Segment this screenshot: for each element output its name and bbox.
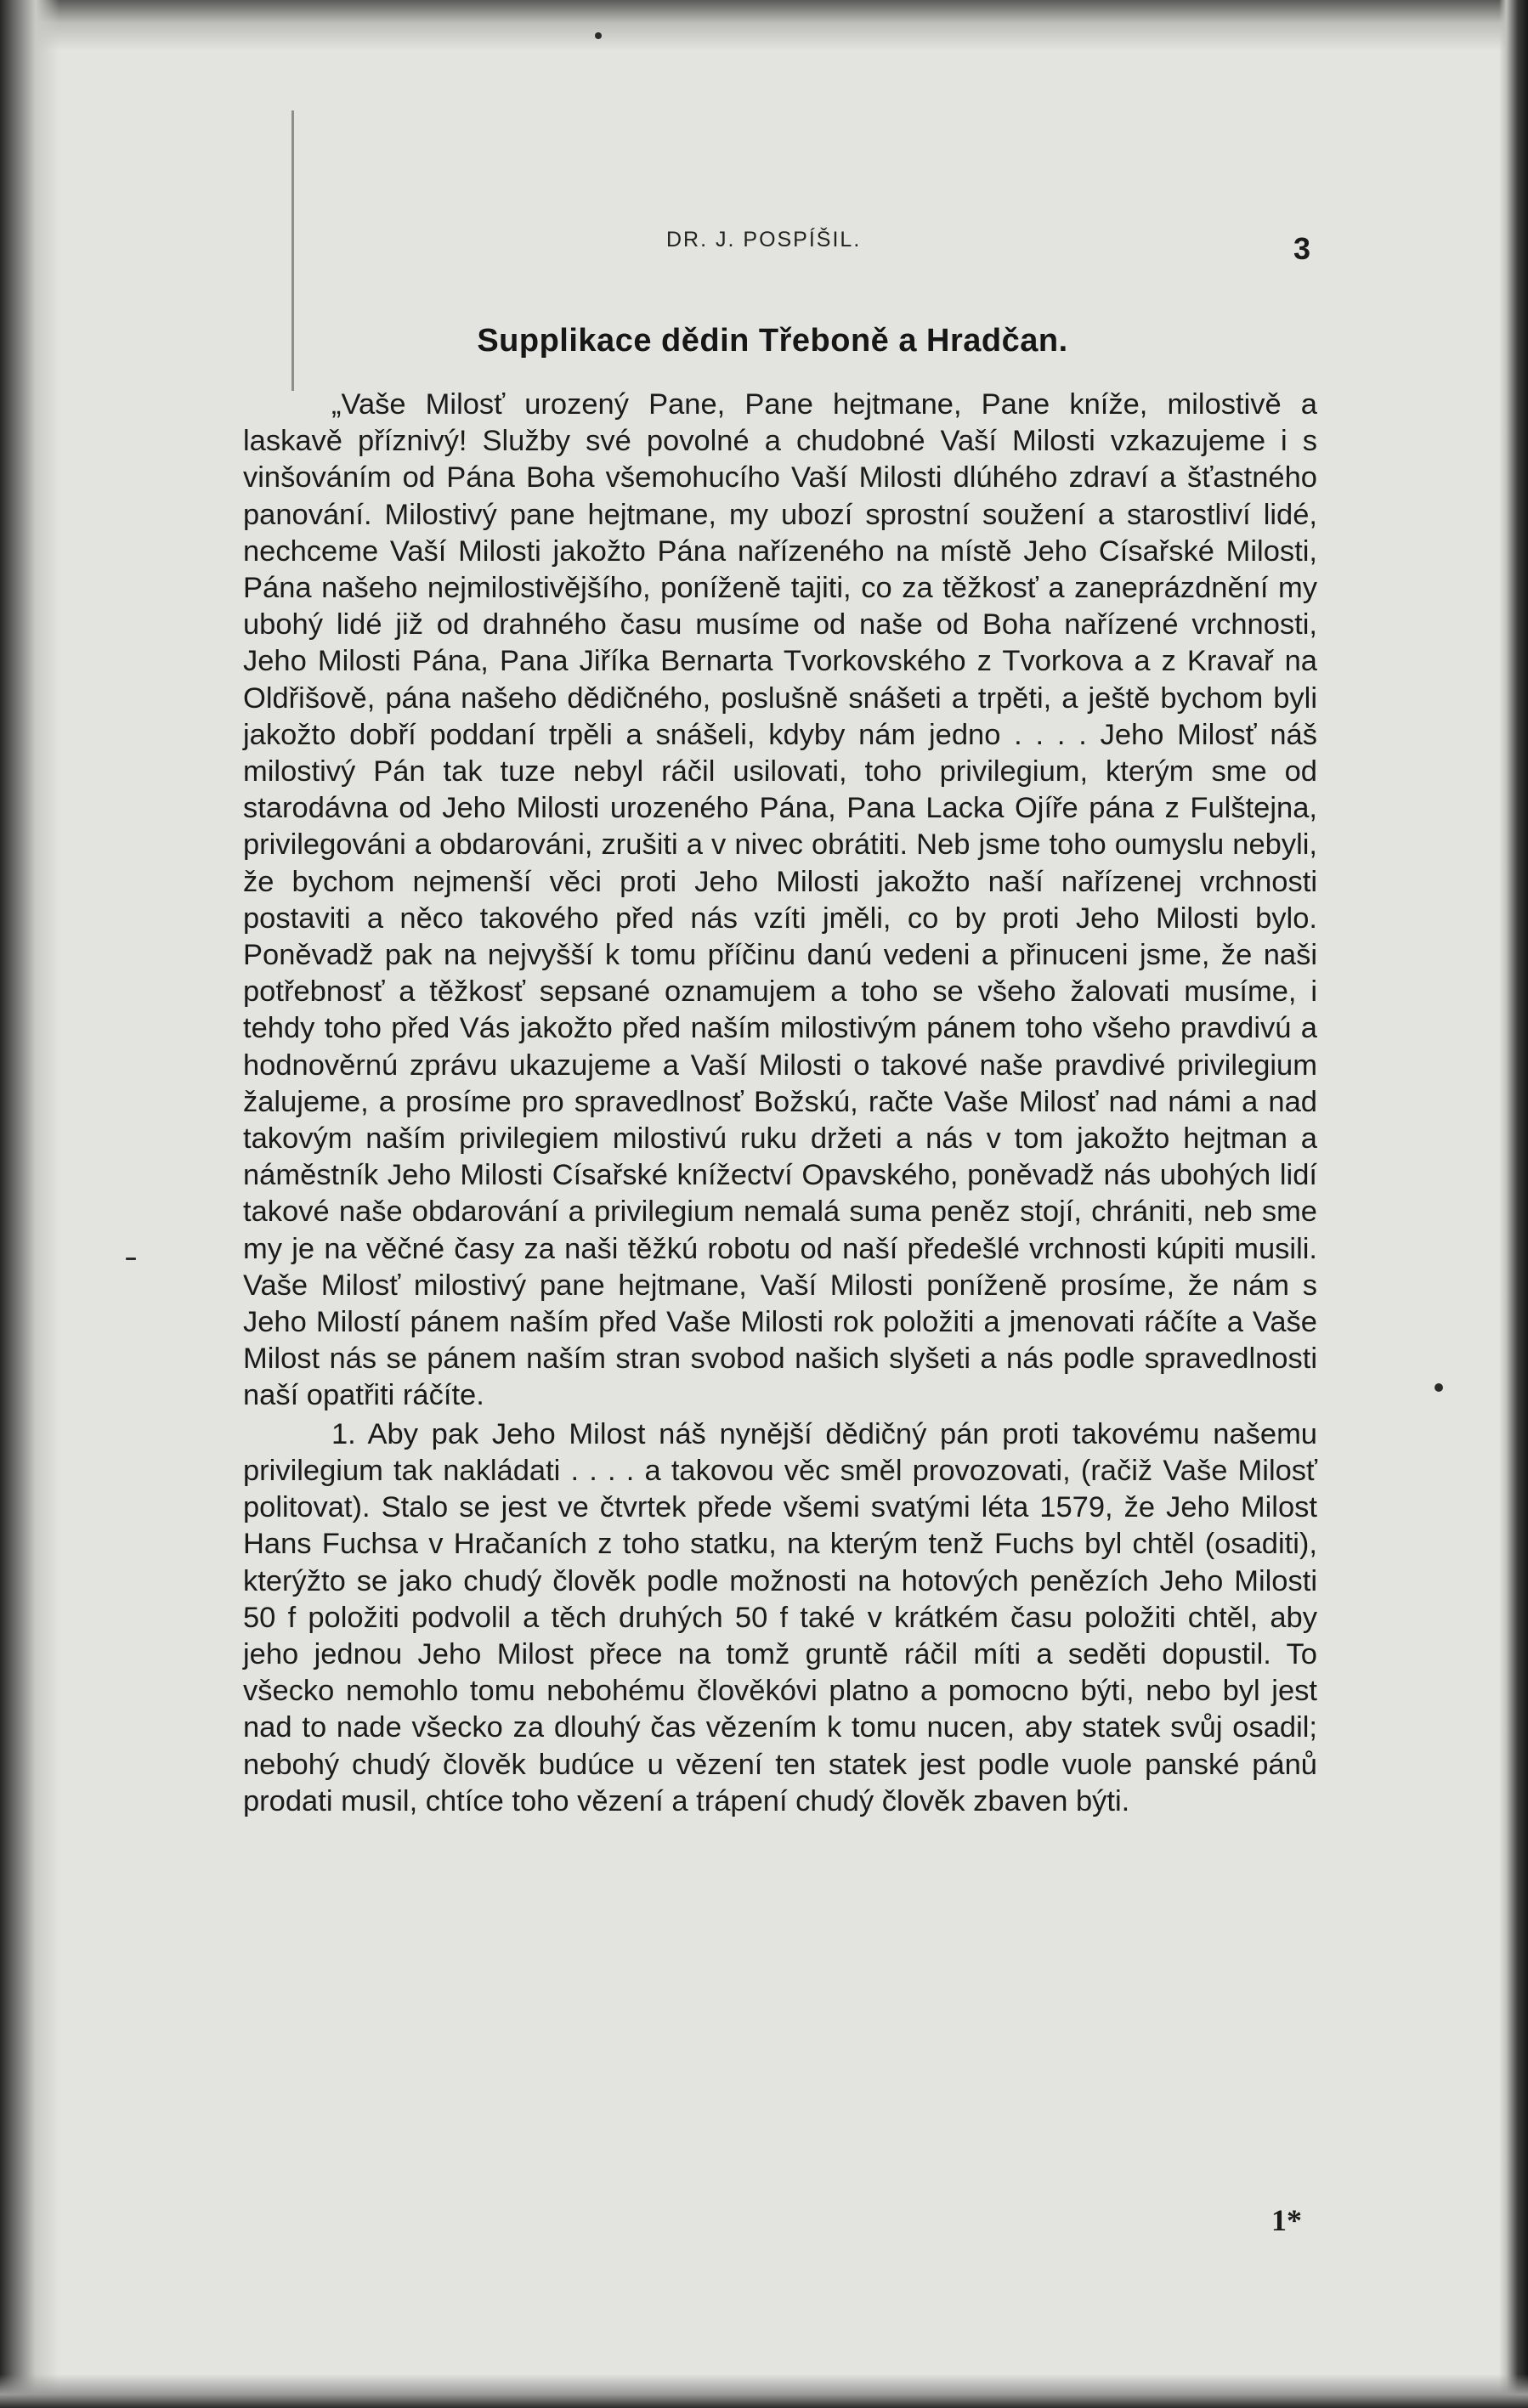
signature-mark: 1* <box>1271 2203 1302 2237</box>
running-head: DR. J. POSPÍŠIL. <box>666 228 862 252</box>
scan-speck <box>1435 1383 1443 1392</box>
paragraph-item-1: 1. Aby pak Jeho Milost náš nynější dědičný pán proti takovému našemu privilegium tak nakládati . . . . a takovou věc směl provozovati, (račiž Vaše Milosť politovat). Stalo se jest ve čtvrtek přede všemi svatými léta 1579, že Jeho Milost Hans Fuchsa v Hračaních z toho statku, na kterým tenž Fuchs byl chtěl (osaditi), kterýžto se jako chudý člověk podle možnosti na hotových penězích Jeho Milosti 50 f položiti podvolil a těch druhých 50 f také v krátkém času položiti chtěl, aby jeho jednou Jeho Milost přece na tomž gruntě ráčil míti a seděti dopustil. To všecko nemohlo tomu nebohému člověkóvi platno a pomocno býti, nebo byl jest nad to nade všecko za dlouhý čas vězením k tomu nucen, aby statek svůj osadil; nebohý chudý člověk budúce u vězení ten statek jest podle vuole panské pánů prodati musil, chtíce toho vězení a trápení chudý člověk zbaven býti. <box>243 1417 1317 1817</box>
scan-edge-top <box>0 0 1528 51</box>
scan-edge-bottom <box>0 2374 1528 2408</box>
page-number: 3 <box>1293 231 1311 266</box>
paragraph-supplication: „Vaše Milosť urozený Pane, Pane hejtmane, Pane kníže, milostivě a laskavě příznivý! Služby své povolné a chudobné Vaší Milosti vzkazujeme i s vinšováním od Pána Boha všemohucího Vaší Milosti dlúhého zdraví a šťastného panování. Milostivý pane hejtmane, my ubozí sprostní soužení a starostliví lidé, nechceme Vaší Milosti jakožto Pána nařízeného na místě Jeho Císařské Milosti, Pána našeho nejmilostivějšího, poníženě tajiti, co za těžkosť a zaneprázdnění my ubohý lidé již od drahného času musíme od naše od Boha nařízené vrchnosti, Jeho Milosti Pána, Pana Jiříka Bernarta Tvorkovského z Tvorkova a z Kravař na Oldřišově, pána našeho dědičného, poslušně snášeti a trpěti, a ještě bychom byli jakožto dobří poddaní trpěli a snášeli, kdyby nám jedno . . . . Jeho Milosť náš milostivý Pán tak tuze nebyl ráčil usilovati, toho privilegium, kterým sme od starodávna od Jeho Milosti urozeného Pána, Pana Lacka Ojíře pána z Fulštejna, privilegováni a obdarováni, zrušiti a v nivec obrátiti. Neb jsme toho oumyslu nebyli, že bychom nejmenší věci proti Jeho Milosti jakožto naší nařízenej vrchnosti postaviti a něco takového před nás vzíti jměli, co by proti Jeho Milosti bylo. Poněvadž pak na nejvyšší k tomu příčinu danú vedeni a přinuceni jsme, že naši potřebnosť a těžkosť sepsané oznamujem a toho se všeho žalovati musíme, i tehdy toho před Vás jakožto před naším milostivým pánem toho všeho pravdivú a hodnověrnú zprávu ukazujeme a Vaší Milosti o takové naše pravdivé privilegium žalujeme, a prosíme pro spravedlnosť Božskú, račte Vaše Milosť nad námi a nad takovým naším privilegiem milostivú ruku držeti a nás v tom jakožto hejtman a náměstník Jeho Milosti Císařské knížectví Opavského, poněvadž nás ubohých lidí takové naše obdarování a privilegium nemalá suma peněz stojí, chrániti, neb sme my je na věčné časy za naši těžkú robotu od naší předešlé vrchnosti kúpiti musili. Vaše Milosť milostivý pane hejtmane, Vaší Milosti poníženě prosíme, že nám s Jeho Milostí pánem naším před Vaše Milosti rok položiti a jmenovati ráčíte a Vaše Milost nás se pánem naším stran svobod našich slyšeti a nás podle spravedlnosti naší opatřiti ráčíte. <box>243 388 1317 1412</box>
scan-speck <box>126 1258 136 1260</box>
body-text <box>243 387 1317 1820</box>
page-title: Supplikace dědin Třeboně a Hradčan. <box>477 323 1068 359</box>
scan-speck <box>595 32 602 39</box>
scan-edge-right <box>1499 0 1528 2408</box>
scan-edge-left <box>0 0 59 2408</box>
